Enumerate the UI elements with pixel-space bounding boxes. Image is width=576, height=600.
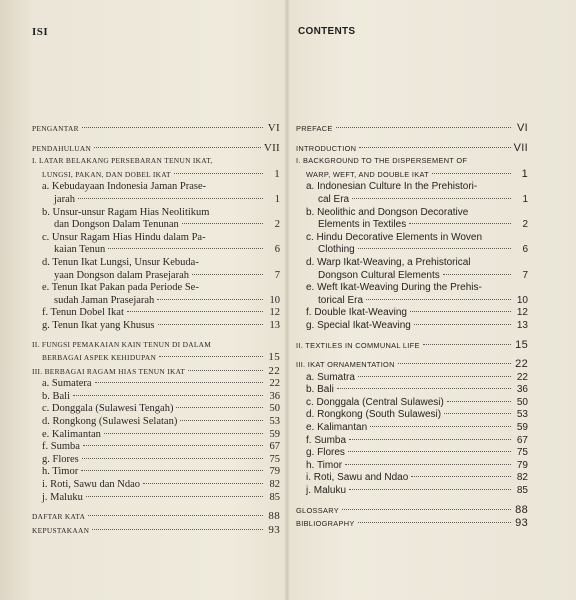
dot-leader <box>423 344 511 345</box>
toc-page-number: 1 <box>274 193 280 205</box>
toc-entry[interactable] <box>296 142 528 156</box>
toc-entry-title-line: e. Weft Ikat-Weaving During the Prehis- <box>306 282 482 294</box>
toc-page-number: 12 <box>269 307 280 319</box>
toc-page-number: 15 <box>515 338 528 351</box>
toc-entry-title-line: II. TEXTILES IN COMMUNAL LIFE <box>296 340 420 350</box>
toc-page-number: 7 <box>274 269 280 281</box>
toc-entry-title-line: f. Sumba <box>306 434 347 446</box>
toc-entry[interactable] <box>32 307 280 320</box>
toc-entry-title-line: h. Timor <box>306 459 343 471</box>
toc-entry[interactable] <box>32 479 280 492</box>
toc-page-number: 10 <box>269 294 280 306</box>
toc-entry[interactable] <box>296 384 528 397</box>
dot-leader <box>94 147 261 148</box>
toc-entry-title-line: III. BERBAGAI RAGAM HIAS TENUN IKAT <box>32 366 186 376</box>
dot-leader <box>78 198 263 199</box>
dot-leader <box>159 356 263 357</box>
dot-leader <box>409 223 511 224</box>
toc-entry-title-line: cal Era <box>318 193 350 205</box>
toc-entry[interactable] <box>296 517 528 531</box>
dot-leader <box>411 476 511 477</box>
toc-entry[interactable] <box>296 307 528 320</box>
left-page <box>32 0 280 600</box>
toc-entry[interactable] <box>296 460 528 473</box>
toc-entry-title-line: PENDAHULUAN <box>32 143 92 153</box>
dot-leader <box>358 248 511 249</box>
toc-page-number: 2 <box>274 219 280 231</box>
toc-entry[interactable] <box>32 122 280 136</box>
dot-leader <box>370 426 511 427</box>
toc-page-number: 85 <box>516 485 528 497</box>
toc-entry-title-line: BIBLIOGRAPHY <box>296 519 355 529</box>
toc-page-number: 1 <box>521 167 528 180</box>
dot-leader <box>180 420 263 421</box>
toc-page-number: 12 <box>516 307 528 319</box>
toc-entry[interactable] <box>296 257 528 282</box>
toc-page-number: 67 <box>269 441 280 453</box>
toc-entry[interactable] <box>32 524 280 538</box>
toc-page-number: 88 <box>515 503 528 516</box>
dot-leader <box>174 173 263 174</box>
toc-entry[interactable] <box>32 492 280 505</box>
right-page <box>296 0 528 600</box>
dot-leader <box>349 489 511 490</box>
toc-entry-title-line: WARP, WEFT, AND DOUBLE IKAT <box>306 169 429 179</box>
toc-entry-title-line: I. BACKGROUND TO THE DISPERSEMENT OF <box>296 156 468 166</box>
toc-entry-title-line: kaian Tenun <box>54 244 106 256</box>
toc-entry-title-line: g. Tenun Ikat yang Khusus <box>42 319 155 331</box>
dot-leader <box>127 311 263 312</box>
dot-leader <box>349 439 511 440</box>
toc-page-number: 6 <box>522 244 528 256</box>
toc-entry[interactable] <box>32 282 280 307</box>
toc-entry-title-line: Clothing <box>318 244 355 256</box>
toc-page-number: 13 <box>516 319 528 331</box>
toc-entry[interactable] <box>296 372 528 385</box>
toc-page-number: 93 <box>515 517 528 530</box>
toc-entry-title-line: PREFACE <box>296 124 333 133</box>
right-page-heading: CONTENTS <box>298 26 356 37</box>
dot-leader <box>358 522 511 523</box>
toc-entry[interactable] <box>296 397 528 410</box>
dot-leader <box>83 445 263 446</box>
dot-leader <box>158 324 263 325</box>
toc-page-number: 36 <box>269 390 280 402</box>
toc-entry-title-line: d. Warp Ikat-Weaving, a Prehistorical <box>306 256 471 268</box>
toc-entry[interactable] <box>32 257 280 282</box>
toc-entry-title-line: f. Double Ikat-Weaving <box>306 307 407 319</box>
toc-entry[interactable] <box>296 282 528 307</box>
dot-leader <box>88 515 263 516</box>
toc-page-number: VII <box>263 141 280 154</box>
toc-page-number: 79 <box>516 459 528 471</box>
toc-right <box>296 122 528 531</box>
toc-entry[interactable] <box>32 181 280 206</box>
dot-leader <box>82 458 263 459</box>
toc-entry-title-line: LUNGSI, PAKAN, DAN DOBEL IKAT <box>42 169 171 179</box>
toc-entry[interactable] <box>32 441 280 454</box>
toc-entry-title-line: Elements in Textiles <box>318 219 407 231</box>
dot-leader <box>73 395 263 396</box>
toc-entry[interactable] <box>296 435 528 448</box>
toc-page-number: 93 <box>268 523 280 536</box>
dot-leader <box>81 470 263 471</box>
dot-leader <box>447 401 511 402</box>
toc-page-number: 22 <box>268 364 280 377</box>
toc-entry-title-line: INTRODUCTION <box>296 143 357 153</box>
toc-entry-title-line: i. Roti, Sawu and Ndao <box>306 472 409 484</box>
toc-page-number: 1 <box>522 193 528 205</box>
toc-page-number: VI <box>517 122 528 134</box>
toc-entry-title-line: f. Tenun Dobel Ikat <box>42 307 124 319</box>
toc-entry-title-line: II. FUNGSI PEMAKAIAN KAIN TENUN DI DALAM <box>32 339 212 349</box>
toc-entry-title-line: j. Maluku <box>42 491 83 503</box>
toc-entry[interactable] <box>296 422 528 435</box>
toc-entry-title-line: d. Rongkong (South Sulawesi) <box>306 409 442 421</box>
toc-entry[interactable] <box>296 339 528 353</box>
toc-page-number: 22 <box>516 371 528 383</box>
toc-entry[interactable] <box>296 472 528 485</box>
dot-leader <box>414 324 511 325</box>
toc-entry[interactable] <box>32 142 280 156</box>
toc-page-number: 7 <box>522 269 528 281</box>
dot-leader <box>342 509 511 510</box>
toc-entry[interactable] <box>32 454 280 467</box>
toc-entry-title-line: torical Era <box>318 294 364 306</box>
dot-leader <box>352 198 511 199</box>
toc-entry[interactable] <box>296 485 528 498</box>
toc-entry-title-line: BERBAGAI ASPEK KEHIDUPAN <box>42 353 157 363</box>
toc-page-number: 10 <box>516 294 528 306</box>
toc-entry[interactable] <box>32 429 280 442</box>
toc-entry-title-line: i. Roti, Sawu dan Ndao <box>42 479 140 491</box>
dot-leader <box>143 483 263 484</box>
toc-page-number: 59 <box>516 422 528 434</box>
dot-leader <box>108 248 263 249</box>
toc-page-number: 6 <box>274 244 280 256</box>
toc-page-number: 75 <box>516 447 528 459</box>
toc-page-number: 22 <box>515 358 528 371</box>
dot-leader <box>82 127 263 128</box>
toc-entry-title-line: III. IKAT ORNAMENTATION <box>296 360 395 370</box>
dot-leader <box>86 496 263 497</box>
dot-leader <box>432 173 511 174</box>
toc-entry-title-line: a. Indonesian Culture In the Prehistori- <box>306 181 478 193</box>
left-page-heading: ISI <box>32 26 49 38</box>
dot-leader <box>182 223 263 224</box>
toc-entry[interactable] <box>296 504 528 518</box>
toc-page-number: 50 <box>516 396 528 408</box>
toc-entry[interactable] <box>32 232 280 257</box>
toc-entry[interactable] <box>32 207 280 232</box>
toc-entry-title-line: f. Sumba <box>42 441 80 453</box>
dot-leader <box>410 311 511 312</box>
toc-entry-title-line: b. Neolithic and Dongson Decorative <box>306 206 469 218</box>
toc-entry-title-line: e. Kalimantan <box>42 428 101 440</box>
toc-entry[interactable] <box>296 181 528 206</box>
toc-entry-title-line: DAFTAR KATA <box>32 512 86 522</box>
dot-leader <box>188 370 263 371</box>
toc-entry-title-line: c. Unsur Ragam Hias Hindu dalam Pa- <box>42 231 206 243</box>
toc-entry[interactable] <box>296 155 528 181</box>
dot-leader <box>366 299 511 300</box>
toc-page-number: 53 <box>516 409 528 421</box>
dot-leader <box>345 464 511 465</box>
dot-leader <box>444 413 511 414</box>
toc-page-number: VI <box>267 122 280 134</box>
dot-leader <box>358 376 511 377</box>
toc-entry-title-line: KEPUSTAKAAN <box>32 525 90 535</box>
dot-leader <box>443 274 511 275</box>
toc-entry-title-line: c. Donggala (Central Sulawesi) <box>306 396 444 408</box>
toc-entry-title-line: yaan Dongson dalam Prasejarah <box>54 269 189 281</box>
toc-left <box>32 122 280 537</box>
toc-page-number: 59 <box>269 428 280 440</box>
toc-entry[interactable] <box>32 339 280 365</box>
toc-entry[interactable] <box>296 122 528 136</box>
toc-entry[interactable] <box>32 320 280 333</box>
toc-entry[interactable] <box>32 155 280 181</box>
toc-entry-title-line: b. Bali <box>306 384 334 396</box>
toc-page-number: 85 <box>269 491 280 503</box>
toc-entry-title-line: GLOSSARY <box>296 505 339 515</box>
toc-page-number: 67 <box>516 434 528 446</box>
toc-page-number: 13 <box>269 319 280 331</box>
toc-entry-title-line: g. Flores <box>306 447 345 459</box>
toc-entry-title-line: b. Unsur-unsur Ragam Hias Neolitikum <box>42 206 210 218</box>
toc-entry-title-line: e. Kalimantan <box>306 422 368 434</box>
toc-page-number: 79 <box>269 466 280 478</box>
dot-leader <box>157 299 263 300</box>
book-spine <box>284 0 290 600</box>
toc-entry-title-line: c. Donggala (Sulawesi Tengah) <box>42 403 174 415</box>
toc-entry-title-line: j. Maluku <box>306 485 347 497</box>
toc-page-number: 22 <box>269 378 280 390</box>
toc-entry[interactable] <box>296 447 528 460</box>
toc-entry[interactable] <box>296 320 528 333</box>
toc-entry-title-line: dan Dongson Dalam Tenunan <box>54 219 179 231</box>
toc-entry-title-line: sudah Jaman Prasejarah <box>54 294 155 306</box>
toc-page-number: 2 <box>522 219 528 231</box>
toc-entry[interactable] <box>32 510 280 524</box>
toc-entry-title-line: g. Special Ikat-Weaving <box>306 319 411 331</box>
toc-entry[interactable] <box>32 466 280 479</box>
toc-entry[interactable] <box>32 365 280 379</box>
toc-entry-title-line: d. Tenun Ikat Lungsi, Unsur Kebuda- <box>42 256 199 268</box>
toc-entry[interactable] <box>32 416 280 429</box>
toc-entry-title-line: b. Bali <box>42 390 70 402</box>
toc-page-number: 75 <box>269 453 280 465</box>
toc-entry-title-line: d. Rongkong (Sulawesi Selatan) <box>42 416 178 428</box>
toc-entry-title-line: PENGANTAR <box>32 124 79 133</box>
toc-entry[interactable] <box>32 391 280 404</box>
dot-leader <box>104 433 263 434</box>
dot-leader <box>95 382 263 383</box>
toc-page-number: 15 <box>268 351 280 364</box>
toc-page-number: 53 <box>269 416 280 428</box>
toc-entry-title-line: c. Hindu Decorative Elements in Woven <box>306 231 483 243</box>
dot-leader <box>359 147 510 148</box>
toc-entry[interactable] <box>32 403 280 416</box>
toc-page-number: 1 <box>274 167 280 180</box>
dot-leader <box>92 529 263 530</box>
toc-entry-title-line: h. Timor <box>42 466 79 478</box>
dot-leader <box>336 127 511 128</box>
toc-entry-title-line: a. Kebudayaan Indonesia Jaman Prase- <box>42 181 207 193</box>
toc-entry-title-line: g. Flores <box>42 453 79 465</box>
toc-page-number: 82 <box>269 479 280 491</box>
toc-page-number: 82 <box>516 472 528 484</box>
toc-entry-title-line: jarah <box>54 193 75 205</box>
toc-entry-title-line: e. Tenun Ikat Pakan pada Periode Se- <box>42 282 199 294</box>
toc-page-number: 36 <box>516 384 528 396</box>
toc-entry[interactable] <box>32 378 280 391</box>
toc-entry-title-line: I. LATAR BELAKANG PERSEBARAN TENUN IKAT, <box>32 156 213 166</box>
toc-page-number: 50 <box>269 403 280 415</box>
dot-leader <box>176 407 263 408</box>
toc-entry-title-line: Dongson Cultural Elements <box>318 269 440 281</box>
toc-entry[interactable] <box>296 409 528 422</box>
toc-entry[interactable] <box>296 232 528 257</box>
toc-entry[interactable] <box>296 207 528 232</box>
toc-page-number: VII <box>513 141 528 154</box>
dot-leader <box>398 363 511 364</box>
dot-leader <box>337 388 511 389</box>
toc-entry-title-line: a. Sumatra <box>306 371 355 383</box>
toc-entry-title-line: a. Sumatera <box>42 378 92 390</box>
toc-page-number: 88 <box>268 510 280 523</box>
dot-leader <box>348 451 511 452</box>
toc-entry[interactable] <box>296 358 528 372</box>
dot-leader <box>192 274 263 275</box>
